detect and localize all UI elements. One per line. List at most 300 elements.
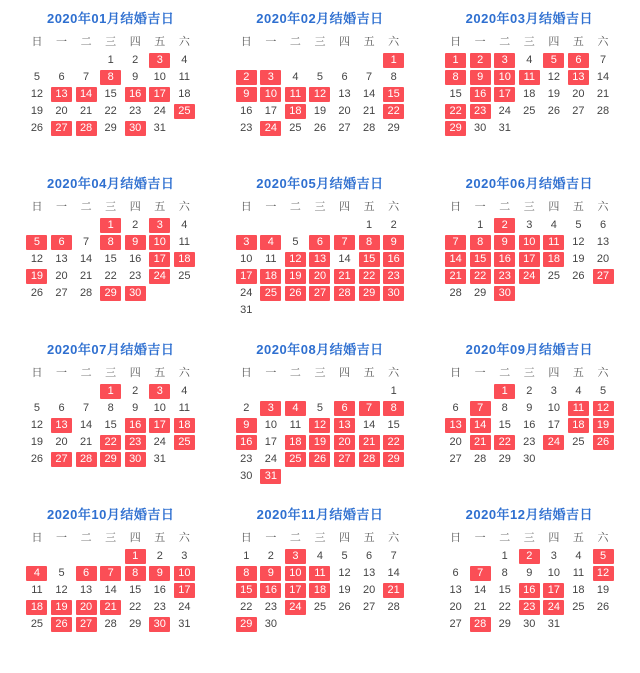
day-cell [25,400,50,417]
day-number: 24 [285,600,306,615]
day-number: 3 [550,549,557,562]
lucky-day-cell [172,417,197,434]
weekday-header-cell: 日 [240,201,252,214]
day-number: 1 [100,218,121,233]
day-number: 17 [264,435,277,448]
day-cell [381,599,406,616]
lucky-day-cell [357,251,382,268]
day-cell [591,599,616,616]
lucky-day-cell [566,69,591,86]
lucky-day-cell [332,417,357,434]
lucky-day-cell [234,234,259,251]
day-number: 13 [362,566,376,579]
day-cell [234,302,259,319]
empty-day-cell [172,451,197,468]
day-number: 16 [523,418,536,431]
week-row [25,451,197,468]
lucky-day-cell [147,217,172,234]
lucky-day-cell [468,565,493,582]
day-number: 18 [285,435,306,450]
day-cell [172,548,197,565]
lucky-day-cell [147,251,172,268]
weekday-header-cell: 四 [129,366,141,379]
weekday-header-cell: 日 [240,366,252,379]
day-number: 24 [264,452,277,465]
day-number: 15 [129,583,142,596]
day-number: 28 [387,600,400,613]
day-number: 6 [452,401,459,414]
day-cell [357,103,382,120]
day-cell [234,548,259,565]
day-number: 16 [383,252,404,267]
week-row [234,234,406,251]
day-cell [492,120,517,137]
day-number: 10 [494,70,515,85]
lucky-day-cell [283,285,308,302]
day-number: 20 [596,253,610,266]
day-number: 30 [149,617,170,632]
month-block [425,504,634,669]
day-cell [492,417,517,434]
lucky-day-cell [492,217,517,234]
day-cell [74,69,99,86]
day-number: 19 [338,583,351,596]
lucky-day-cell [234,582,259,599]
weekday-header-cell: 三 [314,531,326,544]
day-cell [123,582,148,599]
lucky-day-cell [123,234,148,251]
day-number [445,218,466,233]
day-number: 24 [519,269,540,284]
empty-day-cell [74,52,99,69]
day-cell [123,217,148,234]
day-number [76,218,97,233]
lucky-day-cell [98,217,123,234]
day-number: 16 [236,435,257,450]
day-number: 2 [132,54,139,66]
empty-day-cell [357,383,382,400]
empty-day-cell [308,302,333,319]
empty-day-cell [25,52,50,69]
weekday-header-row [234,363,406,383]
weekday-header-cell: 一 [474,366,486,379]
weekday-header-cell: 五 [154,36,166,48]
week-row [234,103,406,120]
day-cell [468,451,493,468]
day-cell [234,468,259,485]
lucky-day-cell [492,52,517,69]
day-cell [172,69,197,86]
weekday-header-row [443,32,615,52]
empty-day-cell [49,383,74,400]
weekday-header-cell: 三 [314,201,326,214]
empty-day-cell [591,451,616,468]
day-number: 23 [470,104,491,119]
day-number: 10 [240,253,253,266]
day-cell [492,582,517,599]
week-row [25,217,197,234]
day-number [51,53,72,68]
empty-day-cell [542,285,567,302]
day-number: 17 [264,105,277,117]
weekday-header-cell: 四 [548,36,560,48]
lucky-day-cell [381,268,406,285]
day-number: 12 [309,87,330,102]
week-row [234,582,406,599]
day-number: 25 [178,270,191,283]
day-number: 17 [547,418,560,431]
lucky-day-cell [492,434,517,451]
week-row [443,217,615,234]
day-number: 7 [390,549,397,562]
day-number: 5 [316,401,324,414]
day-number: 9 [526,401,533,414]
day-number [593,286,614,301]
empty-day-cell [332,616,357,633]
day-number: 17 [494,87,515,102]
week-row [443,234,615,251]
lucky-day-cell [468,103,493,120]
day-cell [98,417,123,434]
month-calendar-table [234,197,406,319]
lucky-day-cell [308,285,333,302]
day-number: 26 [309,452,330,467]
lucky-day-cell [283,548,308,565]
day-number: 3 [260,70,281,85]
day-number: 16 [125,418,146,433]
empty-day-cell [517,120,542,137]
day-cell [25,251,50,268]
day-number [285,469,306,484]
lucky-day-cell [591,268,616,285]
day-cell [443,434,468,451]
day-number: 14 [362,418,376,431]
lucky-day-cell [283,599,308,616]
day-number: 19 [26,269,47,284]
day-cell [123,400,148,417]
day-number [26,549,47,564]
day-number: 30 [494,286,515,301]
day-number: 25 [572,600,585,613]
lucky-day-cell [443,69,468,86]
weekday-header-cell: 二 [80,531,92,544]
day-number: 24 [178,600,191,613]
week-row [443,400,615,417]
day-number: 31 [153,122,166,134]
lucky-day-cell [381,52,406,69]
day-number: 18 [178,88,191,100]
weekday-header-cell: 一 [474,201,486,214]
day-number: 23 [153,600,166,613]
day-cell [381,120,406,137]
weekday-header-cell: 六 [388,366,400,379]
weekday-header-cell: 一 [56,36,67,48]
day-cell [308,69,333,86]
empty-day-cell [591,120,616,137]
day-number: 14 [470,418,491,433]
month-block [215,339,424,504]
day-cell [234,103,259,120]
month-title: 2020年06月结婚吉日 [465,176,594,192]
empty-day-cell [283,52,308,69]
day-number: 9 [236,418,257,433]
empty-day-cell [566,451,591,468]
day-number: 19 [51,600,72,615]
weekday-header-cell: 六 [178,366,190,379]
month-block [6,339,215,504]
day-number: 26 [338,600,351,613]
empty-day-cell [283,468,308,485]
day-cell [468,217,493,234]
lucky-day-cell [357,268,382,285]
lucky-day-cell [123,417,148,434]
day-cell [25,451,50,468]
lucky-day-cell [332,268,357,285]
weekday-header-cell: 一 [265,201,277,214]
day-number [260,53,281,68]
day-number: 23 [264,600,277,613]
day-number: 27 [55,287,68,300]
empty-day-cell [147,285,172,302]
day-number: 27 [362,600,376,613]
day-cell [357,548,382,565]
lucky-day-cell [123,548,148,565]
day-number: 10 [153,401,166,414]
day-cell [542,383,567,400]
day-number: 18 [543,252,564,267]
day-cell [591,52,616,69]
day-number: 9 [470,70,491,85]
month-calendar-table [25,528,197,633]
weekday-header-cell: 日 [450,201,462,214]
day-cell [234,120,259,137]
week-row [25,417,197,434]
empty-day-cell [234,383,259,400]
day-number [593,121,614,136]
day-number [359,53,380,68]
day-cell [98,120,123,137]
day-number: 21 [79,435,93,448]
week-row [25,103,197,120]
day-number: 8 [445,70,466,85]
day-number: 27 [338,122,351,134]
day-number: 5 [58,566,65,579]
weekday-header-cell: 五 [363,36,375,48]
day-number: 18 [174,252,195,267]
lucky-day-cell [98,565,123,582]
day-number: 4 [575,384,582,397]
day-number: 17 [174,583,195,598]
day-cell [25,86,50,103]
week-row [443,69,615,86]
day-number: 11 [31,583,43,596]
week-row [25,548,197,565]
day-cell [542,616,567,633]
day-cell [517,616,542,633]
day-number: 26 [593,435,614,450]
empty-day-cell [25,548,50,565]
day-number [76,384,97,399]
weekday-header-cell: 四 [129,36,141,48]
lucky-day-cell [517,268,542,285]
day-number: 27 [572,105,585,117]
week-row [234,599,406,616]
empty-day-cell [74,217,99,234]
month-block [215,173,424,338]
day-number: 21 [362,105,376,117]
day-number: 26 [30,122,44,134]
day-cell [147,400,172,417]
lucky-day-cell [49,417,74,434]
month-title: 2020年08月结婚吉日 [256,341,384,357]
lucky-day-cell [517,582,542,599]
day-number: 5 [292,236,299,249]
day-number: 9 [526,566,533,579]
week-row [25,120,197,137]
day-number: 10 [547,566,560,579]
month-calendar-table [443,197,615,302]
weekday-header-cell: 日 [240,36,252,48]
day-cell [123,69,148,86]
day-number: 29 [104,122,117,134]
day-cell [566,251,591,268]
day-number: 18 [285,104,306,119]
day-cell [517,417,542,434]
day-cell [591,383,616,400]
weekday-header-row [25,363,197,383]
weekday-header-cell: 二 [80,366,92,379]
lucky-day-cell [123,451,148,468]
day-number: 30 [383,286,404,301]
day-number: 22 [383,435,404,450]
day-number: 30 [240,469,253,482]
lucky-day-cell [381,251,406,268]
day-cell [566,86,591,103]
lucky-day-cell [517,251,542,268]
lucky-day-cell [468,69,493,86]
empty-day-cell [308,383,333,400]
lucky-day-cell [308,86,333,103]
day-number [359,384,380,399]
lucky-day-cell [283,251,308,268]
day-cell [147,120,172,137]
day-number: 26 [51,617,72,632]
lucky-day-cell [443,417,468,434]
weekday-header-cell: 二 [289,36,301,48]
day-cell [357,69,382,86]
lucky-day-cell [123,86,148,103]
day-cell [357,565,382,582]
day-cell [25,582,50,599]
empty-day-cell [566,120,591,137]
weekday-header-cell: 日 [31,531,43,544]
day-number: 12 [30,253,44,266]
week-row [443,383,615,400]
lucky-day-cell [332,400,357,417]
week-row [25,86,197,103]
month-calendar-table [234,32,406,137]
empty-day-cell [566,285,591,302]
day-cell [492,616,517,633]
month-calendar-table [234,528,406,633]
lucky-day-cell [283,565,308,582]
weekday-header-cell: 六 [388,201,400,214]
day-number: 18 [572,583,585,596]
day-number: 14 [387,566,400,579]
day-number: 15 [498,583,511,596]
weekday-header-cell: 二 [80,36,92,48]
lucky-day-cell [357,285,382,302]
day-number: 3 [526,219,533,232]
lucky-day-cell [259,468,284,485]
day-cell [308,548,333,565]
lucky-day-cell [259,234,284,251]
day-number: 20 [449,600,462,613]
day-cell [443,599,468,616]
day-number: 1 [383,53,404,68]
day-cell [542,69,567,86]
week-row [234,383,406,400]
weekday-header-cell: 一 [56,366,67,379]
day-number: 2 [470,53,491,68]
day-number: 19 [596,583,610,596]
week-row [25,616,197,633]
day-number: 22 [498,600,511,613]
day-number: 19 [547,88,560,100]
day-number: 6 [452,566,459,579]
lucky-day-cell [259,120,284,137]
day-number: 1 [501,549,508,562]
day-cell [381,548,406,565]
lucky-day-cell [468,234,493,251]
day-number: 19 [30,435,44,448]
lucky-day-cell [283,268,308,285]
day-cell [147,451,172,468]
week-row [443,103,615,120]
empty-day-cell [283,217,308,234]
empty-day-cell [25,383,50,400]
week-row [25,52,197,69]
lucky-day-cell [542,234,567,251]
empty-day-cell [283,383,308,400]
week-row [443,616,615,633]
day-number: 12 [285,252,306,267]
day-cell [542,217,567,234]
day-number: 1 [125,549,146,564]
weekday-header-cell: 四 [548,531,560,544]
day-number: 13 [55,253,68,266]
lucky-day-cell [234,434,259,451]
weekday-header-cell: 二 [499,36,511,48]
day-number [309,303,330,318]
day-number: 23 [494,269,515,284]
empty-day-cell [74,548,99,565]
day-cell [234,400,259,417]
day-number: 2 [132,219,139,232]
day-cell [234,599,259,616]
lucky-day-cell [492,285,517,302]
day-number: 27 [309,286,330,301]
day-cell [283,417,308,434]
day-number: 13 [338,88,351,100]
day-number: 28 [359,452,380,467]
day-number: 8 [107,401,114,414]
day-cell [492,548,517,565]
day-cell [123,616,148,633]
lucky-day-cell [74,599,99,616]
month-title: 2020年11月结婚吉日 [256,506,384,522]
weekday-header-cell: 四 [129,531,141,544]
